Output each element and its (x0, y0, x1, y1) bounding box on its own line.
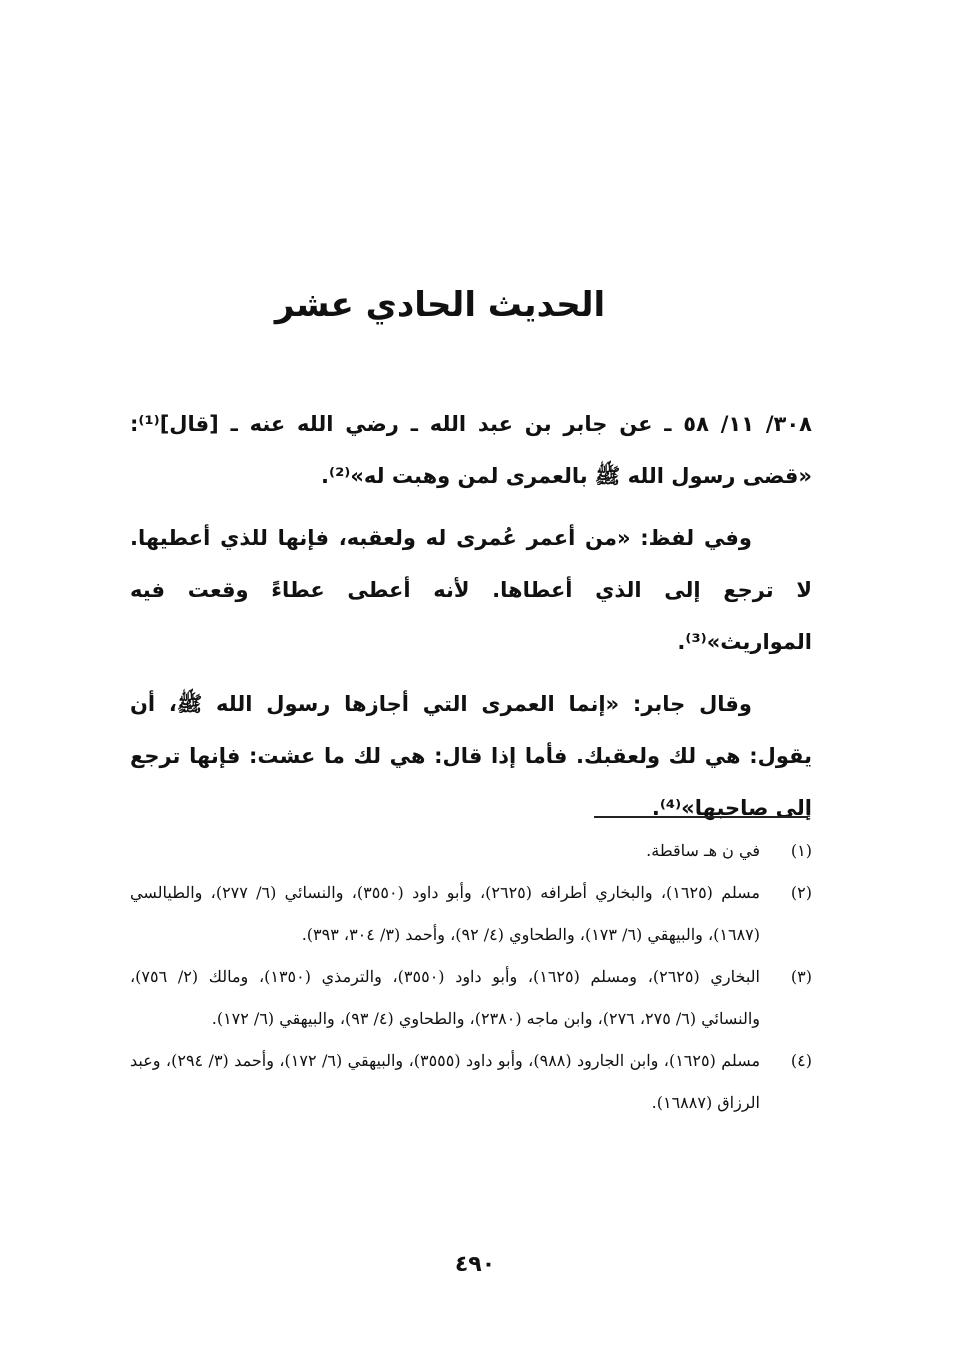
hadith-paragraph: وفي لفظ: «من أعمر عُمرى له ولعقبه، فإنها للذي أعطيها. لا ترجع إلى الذي أعطاها. لأنه أعطى عطاءً وقعت فيه المواريث»⁽³⁾. (130, 526, 812, 654)
footnote (130, 830, 812, 872)
footnote-text: البخاري (٢٦٢٥)، ومسلم (١٦٢٥)، وأبو داود (٣٥٥٠)، والترمذي (١٣٥٠)، ومالك (٢/ ٧٥٦)، والنسائي (٦/ ٢٧٥، ٢٧٦)، وابن ماجه (٢٣٨٠)، والطحاوي (٤/ ٩٣)، والبيهقي (٦/ ١٧٢). (130, 967, 760, 1028)
chapter-title: الحديث الحادي عشر (274, 285, 606, 325)
footnote-number: (١) (790, 841, 812, 860)
footnote (130, 956, 812, 1040)
page-number: ٤٩٠ (454, 1252, 496, 1277)
footnote (130, 1040, 812, 1124)
footnote-divider (594, 816, 808, 818)
hadith-paragraph: ٣٠٨/ ١١/ ٥٨ ـ عن جابر بن عبد الله ـ رضي الله عنه ـ [قال]⁽¹⁾: «قضى رسول الله ﷺ بالعمرى لمن وهبت له»⁽²⁾. (130, 412, 812, 488)
main-text (130, 398, 812, 844)
footnote-text: مسلم (١٦٢٥)، والبخاري أطرافه (٢٦٢٥)، وأبو داود (٣٥٥٠)، والنسائي (٦/ ٢٧٧)، والطيالسي (١٦٨٧)، والبيهقي (٦/ ١٧٣)، والطحاوي (٤/ ٩٢)، وأحمد (٣/ ٣٠٤، ٣٩٣). (130, 883, 760, 944)
footnote (130, 872, 812, 956)
footnote-text: في ن هـ ساقطة. (646, 841, 760, 860)
footnote-text: مسلم (١٦٢٥)، وابن الجارود (٩٨٨)، وأبو داود (٣٥٥٥)، والبيهقي (٦/ ١٧٢)، وأحمد (٣/ ٢٩٤)، وعبد الرزاق (١٦٨٨٧). (130, 1051, 761, 1112)
footnote-number: (٤) (790, 1051, 812, 1070)
footnote-number: (٢) (790, 883, 812, 902)
footnotes (130, 830, 812, 1124)
hadith-paragraph: وقال جابر: «إنما العمرى التي أجازها رسول الله ﷺ، أن يقول: هي لك ولعقبك. فأما إذا قال: هي لك ما عشت: فإنها ترجع إلى صاحبها»⁽⁴⁾. (130, 692, 812, 820)
footnote-number: (٣) (790, 967, 812, 986)
